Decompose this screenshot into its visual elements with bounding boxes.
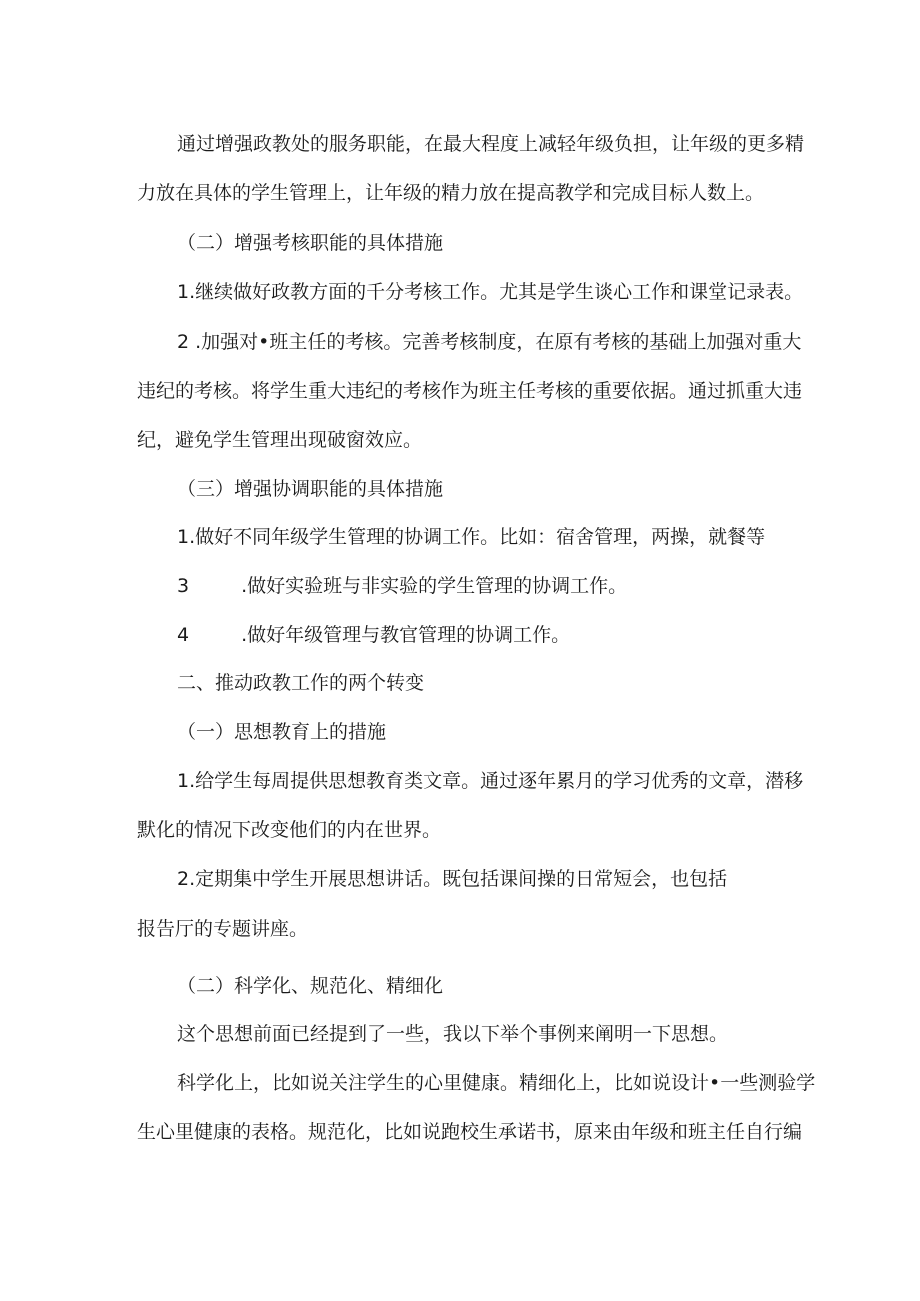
- list-item: 2.定期集中学生开展思想讲话。既包括课间操的日常短会，也包括: [177, 868, 728, 890]
- section-heading: 二、推动政教工作的两个转变: [177, 672, 425, 694]
- paragraph-line: 通过增强政教处的服务职能，在最大程度上减轻年级负担，让年级的更多精: [177, 133, 805, 155]
- section-heading: （二）科学化、规范化、精细化: [177, 975, 444, 997]
- paragraph-line: 这个思想前面已经提到了一些，我以下举个事例来阐明一下思想。: [177, 1023, 729, 1045]
- paragraph-line: 默化的情况下改变他们的内在世界。: [137, 819, 442, 841]
- paragraph-line: 生心里健康的表格。规范化，比如说跑校生承诺书，原来由年级和班主任自行编: [137, 1121, 803, 1143]
- paragraph-line: 纪，避免学生管理出现破窗效应。: [137, 429, 423, 451]
- paragraph-line: 违纪的考核。将学生重大违纪的考核作为班主任考核的重要依据。通过抓重大违: [137, 380, 803, 402]
- list-item: 1.继续做好政教方面的千分考核工作。尤其是学生谈心工作和课堂记录表。: [177, 281, 804, 303]
- paragraph-line: 报告厅的专题讲座。: [137, 918, 309, 940]
- section-heading: （三）增强协调职能的具体措施: [177, 478, 444, 500]
- section-heading: （一）思想教育上的措施: [177, 721, 387, 743]
- paragraph-line: 力放在具体的学生管理上，让年级的精力放在提高教学和完成目标人数上。: [137, 182, 765, 204]
- list-number: 4: [177, 624, 190, 646]
- paragraph-line: 科学化上，比如说关注学生的心里健康。精细化上，比如说设计•一些测验学: [177, 1072, 816, 1094]
- list-item: 1.做好不同年级学生管理的协调工作。比如：宿舍管理，两操，就餐等: [177, 526, 766, 548]
- list-item-text: .做好实验班与非实验的学生管理的协调工作。: [241, 575, 628, 597]
- list-item: 1.给学生每周提供思想教育类文章。通过逐年累月的学习优秀的文章，潜移: [177, 770, 804, 792]
- list-item: [177, 622, 570, 648]
- list-item: 2 .加强对•班主任的考核。完善考核制度，在原有考核的基础上加强对重大: [177, 331, 802, 353]
- section-heading: （二）增强考核职能的具体措施: [177, 232, 444, 254]
- list-item: [177, 573, 627, 599]
- list-number: 3: [177, 575, 190, 597]
- list-item-text: .做好年级管理与教官管理的协调工作。: [241, 624, 571, 646]
